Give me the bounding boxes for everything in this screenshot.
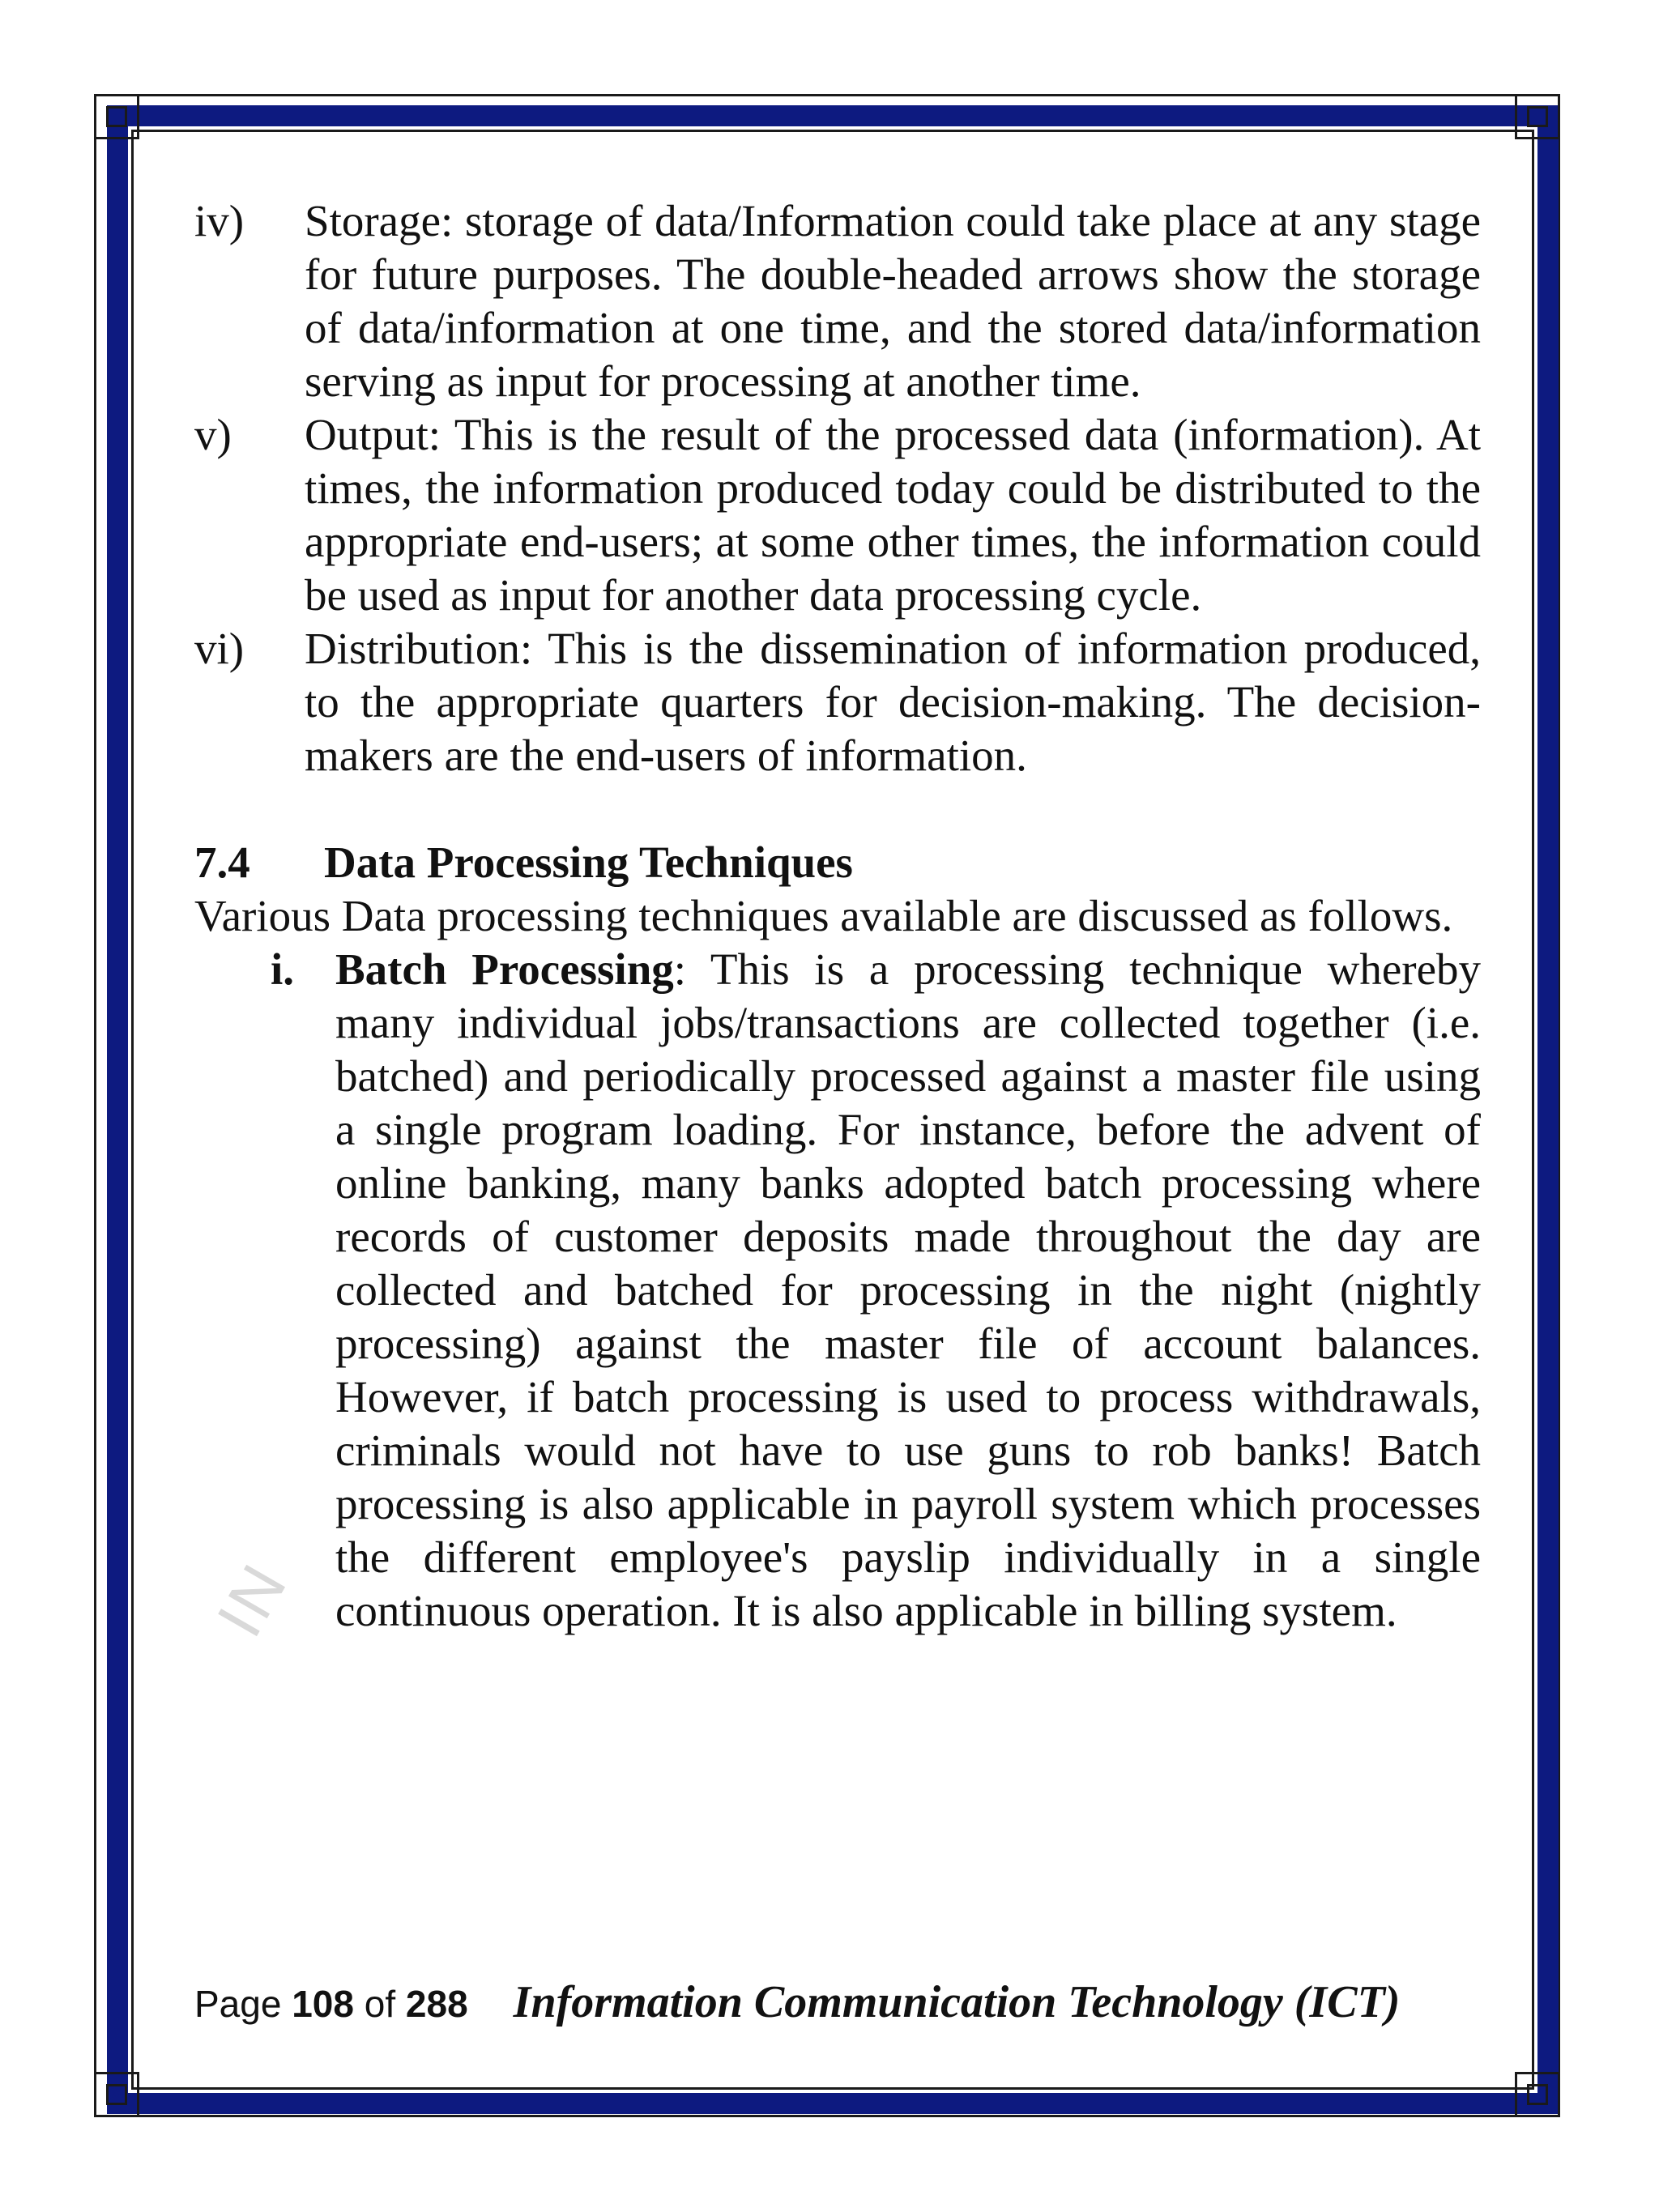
page-indicator: Page 108 of 288 [194,1983,468,2025]
technique-item [194,943,1481,1638]
list-marker: v) [194,410,232,459]
watermark: IN [203,1550,301,1648]
section-intro: Various Data processing techniques available are discussed as follows. [194,891,1453,940]
section-heading [194,836,1481,889]
list-item-text: Distribution: This is the dissemination of information produced, to the appropriate quarters for decision-making. The decision-makers are the end-users of information. [305,624,1481,780]
corner-ornament-bottom-left [94,2072,139,2117]
technique-term: Batch Processing [335,944,674,994]
page-total: 288 [405,1983,468,2025]
technique-text [335,943,1481,1638]
list-item-text: Output: This is the result of the processed data (information). At times, the information produced today could be distributed to the appropriate end-users; at some other times, the information could be used as input for another data processing cycle. [305,410,1481,620]
technique-description: : This is a processing technique whereby many individual jobs/transactions are collected together (i.e. batched) and periodically processed against a master file using a single program loading. For instance, before the advent of online banking, many banks adopted batch processing where records of customer deposits made throughout the day are collected and batched for processing in the night (nightly processing) against the master file of account balances. However, if batch processing is used to process withdrawals, criminals would not have to use guns to rob banks! Batch processing is also applicable in payroll system which processes the different employee's payslip individually in a single continuous operation. It is also applicable in billing system. [335,944,1482,1635]
corner-ornament-top-right [1515,94,1560,139]
list-item [194,194,1481,408]
page-number: 108 [292,1983,354,2025]
section-number: 7.4 [194,837,250,887]
page-content [194,194,1481,1638]
list-item-text: Storage: storage of data/Information could take place at any stage for future purposes. The double-headed arrows show the storage of data/information at one time, and the stored data/information serving as input for processing at another time. [305,196,1481,406]
section-title: Data Processing Techniques [324,837,853,887]
page-footer [194,1976,1491,2041]
corner-ornament-bottom-right [1515,2072,1560,2117]
list-marker: vi) [194,624,245,673]
list-item [194,408,1481,622]
list-marker: iv) [194,196,245,245]
technique-marker: i. [271,944,295,994]
list-item [194,622,1481,782]
book-title: Information Communication Technology (ICT) [513,1977,1401,2027]
corner-ornament-top-left [94,94,139,139]
